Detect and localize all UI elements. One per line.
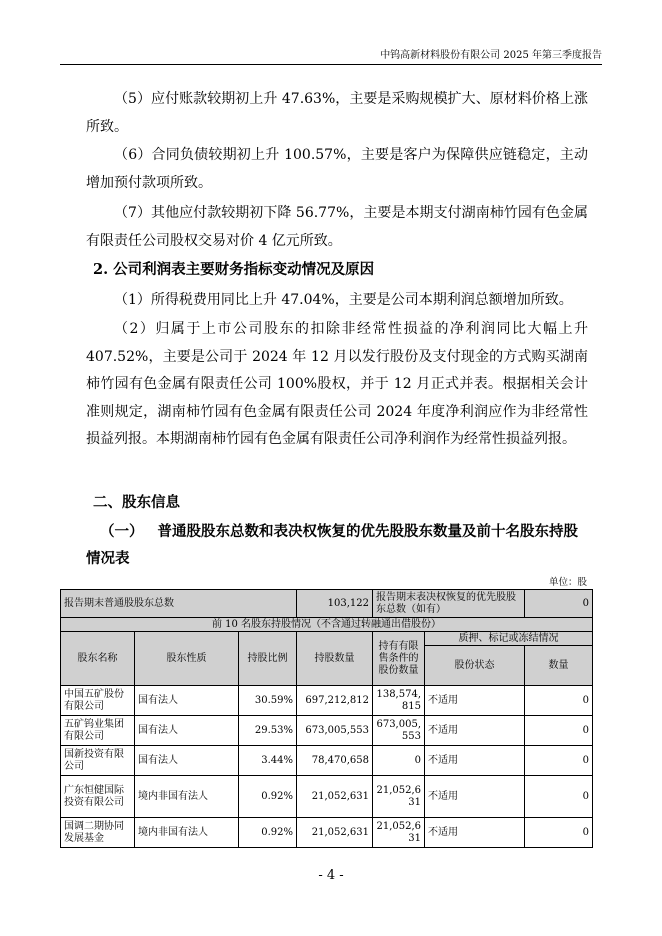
- row-status: 不适用: [425, 746, 525, 776]
- row-ratio: 30.59%: [239, 686, 297, 716]
- row-ratio: 0.92%: [239, 776, 297, 818]
- paragraph-net-profit: （2）归属于上市公司股东的扣除非经常性损益的净利润同比大幅上升 407.52%，主要是公司于 2024 年 12 月以发行股份及支付现金的方式购买湖南柿竹园有色金属有限责任公司 100%股权，并于 12 月正式并表。根据相关会计准则规定，湖南柿竹园有色金属有限责任公司 2024 年度净利润应作为非经常性损益列报。本期湖南柿竹园有色金属有限责任公司净利润作为经常性损益列报。: [86, 321, 588, 447]
- table-row: [61, 686, 593, 716]
- section-2-heading: 2. 公司利润表主要财务指标变动情况及原因: [93, 261, 375, 278]
- row-status: 不适用: [425, 686, 525, 716]
- row-restricted: 0: [373, 746, 425, 776]
- paragraph-accounts-payable: （5）应付账款较期初上升 47.63%，主要是采购规模扩大、原材料价格上涨所致。: [86, 91, 588, 135]
- row-count: 0: [525, 818, 593, 848]
- row-nature: 国有法人: [135, 746, 239, 776]
- row-ratio: 0.92%: [239, 818, 297, 848]
- page-number: - 4 -: [318, 868, 344, 883]
- row-ratio: 29.53%: [239, 716, 297, 746]
- paragraph-contract-liabilities: （6）合同负债较期初上升 100.57%，主要是客户为保障供应链稳定，主动增加预付款项所致。: [86, 147, 588, 191]
- header-divider: [60, 64, 602, 65]
- header-name: 股东名称: [61, 632, 135, 686]
- paragraph-other-payables: （7）其他应付款较期初下降 56.77%，主要是本期支付湖南柿竹园有色金属有限责任公司股权交易对价 4 亿元所致。: [86, 205, 588, 249]
- top10-title: 前 10 名股东持股情况（不含通过转融通出借股份）: [61, 618, 593, 632]
- row-quantity: 673,005,553: [297, 716, 373, 746]
- header-nature: 股东性质: [135, 632, 239, 686]
- header-pledge-group: 质押、标记或冻结情况: [425, 632, 593, 646]
- row-status: 不适用: [425, 818, 525, 848]
- row-count: 0: [525, 686, 593, 716]
- table-row: [61, 746, 593, 776]
- header-row-1: [61, 632, 593, 646]
- paragraph-income-tax: （1）所得税费用同比上升 47.04%，主要是公司本期利润总额增加所致。: [114, 292, 573, 308]
- page-header: 中钨高新材料股份有限公司 2025 年第三季度报告: [380, 50, 602, 61]
- row-name: 中国五矿股份有限公司: [61, 686, 135, 716]
- unit-label: 单位：股: [548, 577, 587, 588]
- row-count: 0: [525, 746, 593, 776]
- shareholder-info-heading: 二、股东信息: [93, 494, 180, 511]
- row-count: 0: [525, 776, 593, 818]
- row-name: 国新投资有限公司: [61, 746, 135, 776]
- preferred-holders-value: 0: [525, 590, 593, 618]
- row-status: 不适用: [425, 776, 525, 818]
- row-status: 不适用: [425, 716, 525, 746]
- row-nature: 境内非国有法人: [135, 818, 239, 848]
- row-quantity: 21,052,631: [297, 776, 373, 818]
- table-row: [61, 716, 593, 746]
- row-name: 国调二期协同发展基金: [61, 818, 135, 848]
- row-quantity: 21,052,631: [297, 818, 373, 848]
- row-restricted: 21,052,631: [373, 776, 425, 818]
- row-nature: 境内非国有法人: [135, 776, 239, 818]
- subsection-1-text: 普通股股东总数和表决权恢复的优先股股东数量及前十名股东持股情况表: [86, 523, 578, 567]
- row-nature: 国有法人: [135, 686, 239, 716]
- summary-row: [61, 590, 593, 618]
- row-count: 0: [525, 716, 593, 746]
- common-holders-value: 103,122: [297, 590, 373, 618]
- row-name: 广东恒健国际投资有限公司: [61, 776, 135, 818]
- header-restricted: 持有有限售条件的股份数量: [373, 632, 425, 686]
- table-row: [61, 818, 593, 848]
- subsection-1-heading: [86, 518, 588, 572]
- row-quantity: 78,470,658: [297, 746, 373, 776]
- subsection-1-number: （一）: [100, 523, 144, 540]
- top10-title-row: [61, 618, 593, 632]
- row-restricted: 138,574,815: [373, 686, 425, 716]
- row-quantity: 697,212,812: [297, 686, 373, 716]
- row-nature: 国有法人: [135, 716, 239, 746]
- header-status: 股份状态: [425, 646, 525, 686]
- shareholder-table: [60, 589, 593, 848]
- row-restricted: 673,005,553: [373, 716, 425, 746]
- header-quantity: 持股数量: [297, 632, 373, 686]
- preferred-holders-label: 报告期末表决权恢复的优先股股东总数（如有）: [373, 590, 525, 618]
- row-name: 五矿钨业集团有限公司: [61, 716, 135, 746]
- row-ratio: 3.44%: [239, 746, 297, 776]
- row-restricted: 21,052,631: [373, 818, 425, 848]
- common-holders-label: 报告期末普通股股东总数: [61, 590, 297, 618]
- table-row: [61, 776, 593, 818]
- header-count: 数量: [525, 646, 593, 686]
- header-ratio: 持股比例: [239, 632, 297, 686]
